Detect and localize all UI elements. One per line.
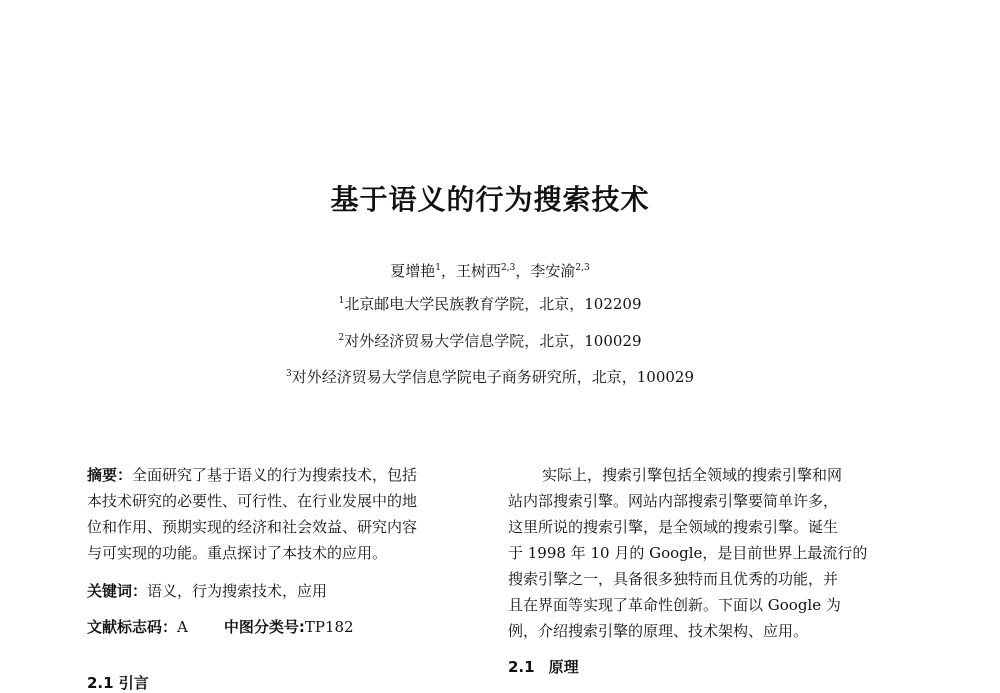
affiliation [0,366,980,387]
author-separator: ， [515,262,531,280]
body-line: 且在界面等实现了革命性创新。下面以 Google 为 [508,596,841,614]
body-line: 例，介绍搜索引擎的原理、技术架构、应用。 [508,622,809,640]
body-line: 于 1998 年 10 月的 Google，是目前世界上最流行的 [508,544,868,562]
abstract-line: 位和作用、预期实现的经济和社会效益、研究内容 [87,518,418,536]
left-column [87,462,482,640]
right-column [508,462,903,680]
section-heading-partial: 2.1 引言 [87,674,149,692]
abstract-line: 摘要：全面研究了基于语义的行为搜索技术，包括 [87,466,418,484]
keywords-label: 关键词： [87,582,148,600]
paper-title: 基于语义的行为搜索技术 [330,183,650,216]
affiliation-marker: 1 [338,296,345,306]
affiliation [0,293,980,314]
abstract-label: 摘要： [87,466,133,484]
doc-info [87,614,482,640]
author-name: 夏增艳 [390,262,436,280]
body-line: 搜索引擎之一，具备很多独特而且优秀的功能，并 [508,570,839,588]
affiliation [0,330,980,351]
body-line: 实际上，搜索引擎包括全领域的搜索引擎和网 [542,466,843,484]
abstract-line: 与可实现的功能。重点探讨了本技术的应用。 [87,544,388,562]
abstract [87,462,482,566]
body-line: 这里所说的搜索引擎，是全领域的搜索引擎。诞生 [508,518,839,536]
affiliation-text: 对外经济贸易大学信息学院电子商务研究所，北京，100029 [291,368,694,386]
abstract-line: 本技术研究的必要性、可行性、在行业发展中的地 [87,492,418,510]
author-affil-marker: 1 [435,263,442,273]
subsection-number: 2.1 [508,658,535,676]
keywords [87,578,482,604]
author-separator: ， [441,262,457,280]
keywords-text: 语义，行为搜索技术，应用 [147,582,328,600]
author-name: 李安渝 [530,262,576,280]
body-line: 站内部搜索引擎。网站内部搜索引擎要简单许多， [508,492,839,510]
author-affil-marker: 2,3 [501,263,516,273]
class-number-label: 中图分类号: [223,618,305,636]
class-number-value: TP182 [304,618,354,636]
affiliation-text: 北京邮电大学民族教育学院，北京，102209 [344,295,642,313]
subsection-title: 原理 [548,658,579,676]
doc-code-value: A [177,618,188,636]
author-list [0,260,980,281]
author-name: 王树西 [456,262,502,280]
subsection-heading [508,654,903,680]
author-affil-marker: 2,3 [575,263,590,273]
affiliation-marker: 3 [286,369,292,379]
doc-code-label: 文献标志码： [87,618,178,636]
affiliation-marker: 2 [338,333,345,343]
affiliation-text: 对外经济贸易大学信息学院，北京，100029 [344,332,642,350]
